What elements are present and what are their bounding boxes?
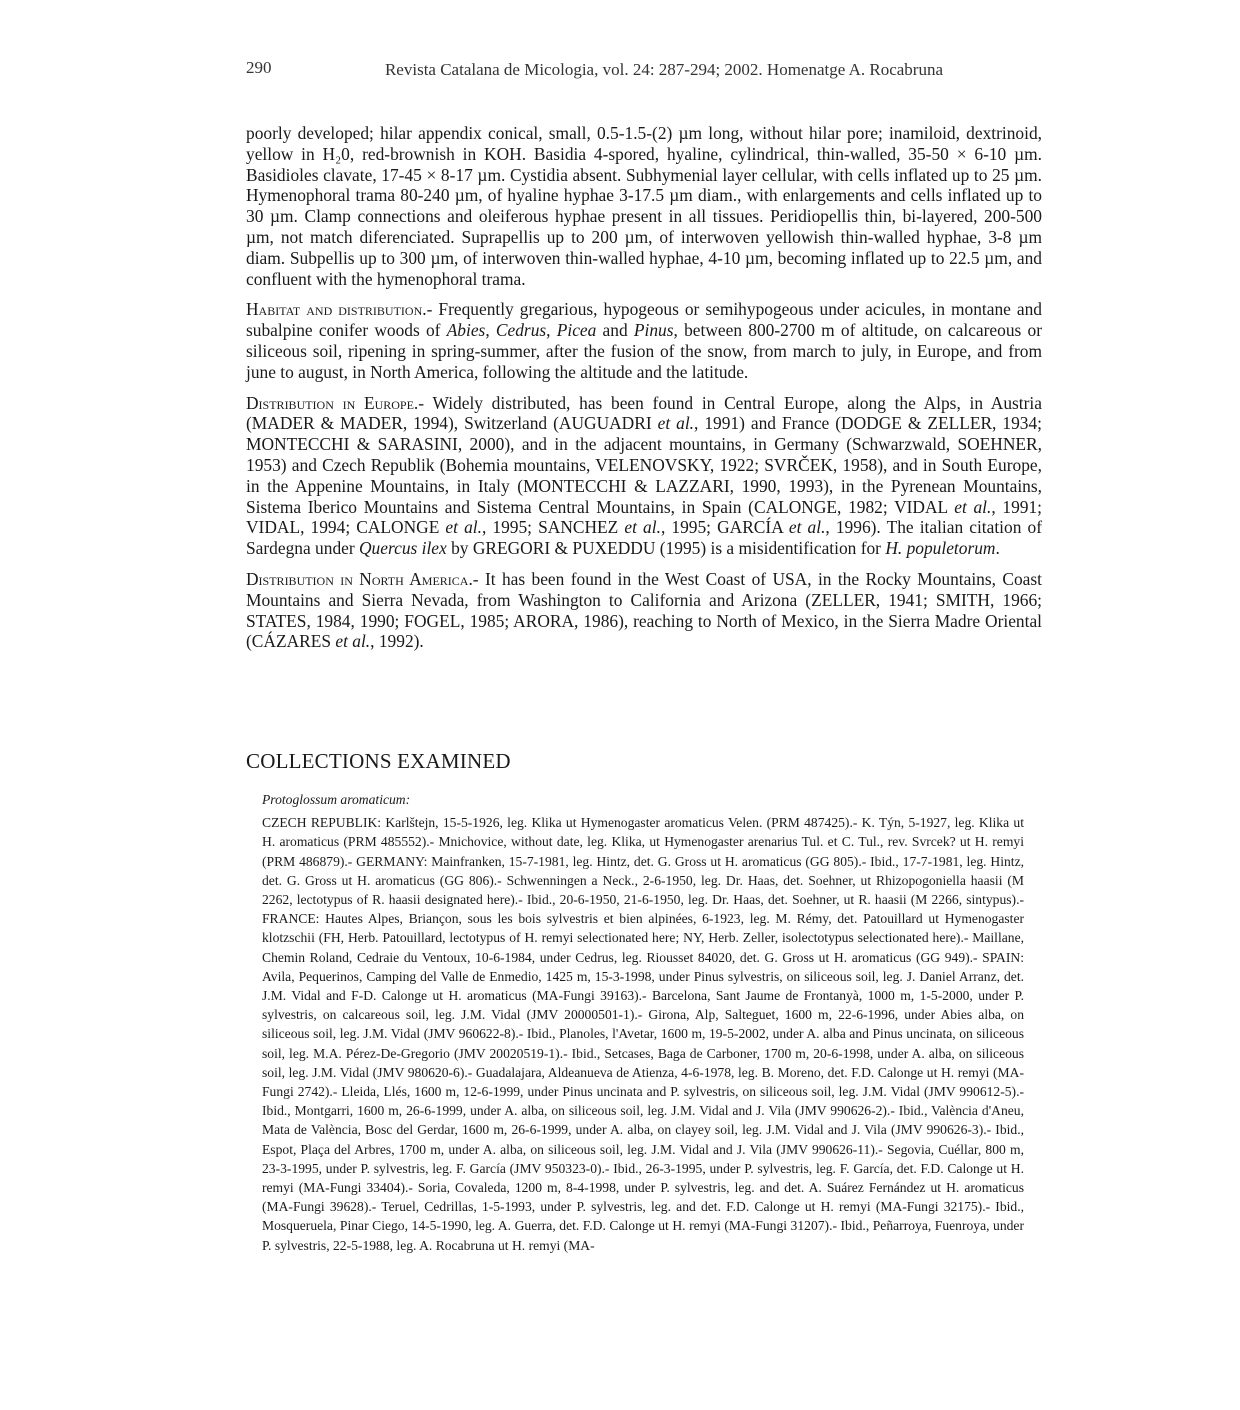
species-heading: Protoglossum aromaticum: [262,792,411,807]
europe-text: , 1996). The italian citation of Sardegna under [246,517,1042,559]
genus-name: Cedrus [495,320,547,341]
collection-records: CZECH REPUBLIK: Karlštejn, 15-5-1926, leg. Klika ut Hymenogaster aromaticus Velen. (PRM 487425).- K. Týn, 5-1927, leg. Klika ut H. aromaticus (PRM 485552).- Mnichovice, without date, leg. Klika, ut Hymenogaster arenarius Tul. et C. Tul., rev. Svrcek? ut H. remyi (PRM 486879).- GERMANY: Mainfranken, 15-7-1981, leg. Hintz, det. G. Gross ut H. aromaticus (GG 805).- Ibid., 17-7-1981, leg. Hintz, det. G. Gross ut H. aromaticus (GG 806).- Schwenningen a Neck., 2-6-1950, leg. Dr. Haas, det. Soehner, ut Rhizopogoniella haasii (M 2262, lectotypus of R. haasii designated here).- Ibid., 20-6-1950, 21-6-1950, leg. Dr. Haas, det. Soehner, ut R. haasii (M 2266, sintypus).- FRANCE: Hautes Alpes, Briançon, sous les bois sylvestris et bien alpinées, 6-1923, leg. M. Rémy, det. Patouillard ut Hymenogaster klotzschii (FH, Herb. Patouillard, lectotypus of H. remyi selectionated here; NY, Herb. Zeller, isolectotypus selectionated here).- Maillane, Chemin Roland, Cedraie du Ventoux, 10-6-1984, under Cedrus, leg. Riousset 84020, det. G. Gross ut H. aromaticus (GG 949).- SPAIN: Avila, Pequerinos, Camping del Valle de Enmedio, 1425 m, 15-3-1998, under Pinus sylvestris, on siliceous soil, leg. J. Daniel Arranz, det. J.M. Vidal and F-D. Calonge ut H. aromaticus (MA-Fungi 39163).- Barcelona, Sant Jaume de Frontanyà, 1000 m, 1-5-2000, under P. sylvestris, on calcareous soil, leg. J.M. Vidal (JMV 20000501-1).- Girona, Alp, Salteguet, 1600 m, 22-6-1996, under Abies alba, on siliceous soil, leg. J.M. Vidal (JMV 960622-8).- Ibid., Planoles, l'Avetar, 1600 m, 19-5-2002, under A. alba and Pinus uncinata, on siliceous soil, leg. M.A. Pérez-De-Gregorio (JMV 20020519-1).- Ibid., Setcases, Baga de Carboner, 1700 m, 20-6-1998, under A. alba, on siliceous soil, leg. J.M. Vidal (JMV 980620-6).- Guadalajara, Aldeanueva de Atienza, 4-6-1978, leg. B. Moreno, det. F.D. Calonge ut H. remyi (MA-Fungi 2742).- Lleida, Llés, 1600 m, 12-6-1999, under Pinus uncinata and P. sylvestris, on siliceous soil, leg. J.M. Vidal (JMV 990612-5).- Ibid., Montgarri, 1600 m, 26-6-1999, under A. alba, on siliceous soil, leg. J.M. Vidal and J. Vila (JMV 990626-2).- Ibid., València d'Aneu, Mata de València, Bosc del Gerdar, 1600 m, 26-6-1999, under A. alba, on clayey soil, leg. J.M. Vidal and J. Vila (JMV 990626-3).- Ibid., Espot, Plaça del Arbres, 1700 m, under A. alba, on siliceous soil, leg. J.M. Vidal and J. Vila (JMV 990626-11).- Segovia, Cuéllar, 800 m, 23-3-1995, under P. sylvestris, leg. F. García (JMV 950323-0).- Ibid., 26-3-1995, under P. sylvestris, leg. F. García, det. F.D. Calonge ut H. remyi (MA-Fungi 33404).- Soria, Covaleda, 1200 m, 8-4-1998, under P. sylvestris, leg. and det. A. Suárez Fernández ut H. aromaticus (MA-Fungi 39628).- Teruel, Cedrillas, 1-5-1993, under P. sylvestris, leg. and det. F.D. Calonge ut H. remyi (MA-Fungi 32175).- Ibid., Mosqueruela, Pinar Ciego, 14-5-1990, leg. A. Guerra, det. F.D. Calonge ut H. remyi (MA-Fungi 31207).- Ibid., Peñarroya, Fuenroya, under P. sylvestris, 22-5-1988, leg. A. Rocabruna ut H. remyi (MA- [262,815,1024,1253]
europe-text: . [995,538,1000,559]
et-al: et al. [954,496,992,517]
et-al: et al. [657,413,695,434]
separator: , [546,320,557,341]
et-al: et al. [445,517,482,538]
species-name: H. populetorum [885,538,996,559]
et-al: et al. [788,517,826,538]
et-al: et al. [335,631,371,652]
separator: and [596,320,634,341]
habitat-paragraph [246,299,1042,382]
habitat-text: Frequently gregarious, hypogeous or semihypogeous under acicules, in montane and subalpine conifer woods of [246,299,1043,341]
description-paragraph: poorly developed; hilar appendix conical, small, 0.5-1.5-(2) µm long, without hilar pore; inamiloid, dextrinoid, yellow in H₂0, red-brownish in KOH. Basidia 4-spored, hyaline, cylindrical, thin-walled, 35-50 × 6-10 µm. Basidioles clavate, 17-45 × 8-17 µm. Cystidia absent. Subhymenial layer cellular, with cells inflated up to 25 µm. Hymenophoral trama 80-240 µm, of hyaline hyphae 3-17.5 µm diam., with enlargements and cells inflated up to 30 µm. Clamp connections and oleiferous hyphae present in all tissues. Peridiopellis thin, bi-layered, 200-500 µm, not match diferenciated. Suprapellis up to 200 µm, of interwoven yellowish thin-walled hyphae, 3-8 µm diam. Subpellis up to 300 µm, of interwoven thin-walled hyphae, 4-10 µm, becoming inflated up to 22.5 µm, and confluent with the hymenophoral trama. [246,123,1042,289]
europe-text: by GREGORI & PUXEDDU (1995) is a misidentification for [446,538,886,559]
north-america-paragraph [246,569,1042,652]
north-america-text: , 1992). [370,631,424,652]
page-number: 290 [246,58,272,77]
genus-name: Picea [556,320,597,341]
europe-paragraph [246,393,1042,559]
north-america-heading: Distribution in North America.- [246,568,479,589]
separator: , [485,320,496,341]
europe-text: Widely distributed, has been found in Central Europe, along the Alps, in Austria (MADER & MADER, 1994), Switzerland (AUGUADRI [246,392,1042,434]
europe-text: , 1991; VIDAL, 1994; CALONGE [246,496,1042,538]
collections-list [262,790,1024,1255]
north-america-text: It has been found in the West Coast of USA, in the Rocky Mountains, Coast Mountains and Sierra Nevada, from Washington to California and Arizona (ZELLER, 1941; SMITH, 1966; STATES, 1984, 1990; FOGEL, 1985; ARORA, 1986), reaching to North of Mexico, in the Sierra Madre Oriental (CÁZARES [246,568,1042,652]
europe-text: , 1991) and France (DODGE & ZELLER, 1934; MONTECCHI & SARASINI, 2000), and in the adjacent mountains, in Germany (Schwarzwald, SOEHNER, 1953) and Czech Republik (Bohemia mountains, VELENOVSKY, 1922; SVRČEK, 1958), and in South Europe, in the Appenine Mountains, in Italy (MONTECCHI & LAZZARI, 1990, 1993), in the Pyrenean Mountains, Sistema Iberico Mountains and Sistema Central Mountains, in Spain (CALONGE, 1982; VIDAL [246,413,1042,517]
section-title: COLLECTIONS EXAMINED [246,749,511,773]
europe-heading: Distribution in Europe.- [246,392,425,413]
et-al: et al. [624,517,661,538]
habitat-heading: Habitat and distribution.- [246,299,433,320]
europe-text: , 1995; GARCÍA [660,517,789,538]
journal-citation: Revista Catalana de Micologia, vol. 24: 287-294; 2002. Homenatge A. Rocabruna [384,60,944,79]
habitat-text: , between 800-2700 m of altitude, on calcareous or siliceous soil, ripening in spring-summer, after the fusion of the snow, from march to july, in Europe, and from june to august, in North America, following the altitude and the latitude. [246,320,1043,382]
article-body [246,123,1042,662]
europe-text: , 1995; SANCHEZ [481,517,625,538]
genus-name: Pinus [633,320,674,341]
genus-name: Abies [446,320,486,341]
species-name: Quercus ilex [359,538,447,559]
